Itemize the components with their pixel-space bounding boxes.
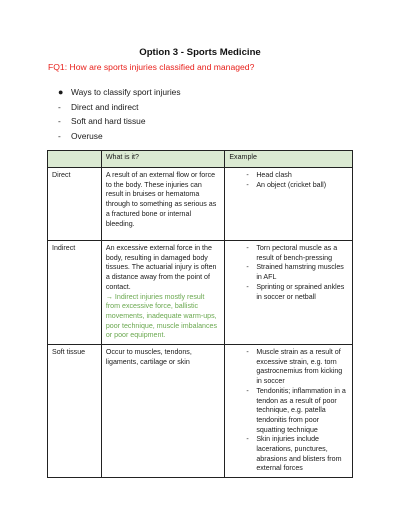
note-text: → Indirect injuries mostly result from excessive force, ballistic movements, inadequate warm-ups, poor technique, muscle imbalances or poor equipment. [105,292,218,340]
row-label: Direct [48,168,102,241]
bullet-text: Soft and hard tissue [71,116,146,127]
example-list [229,244,348,302]
description-text: An excessive external force in the body, resulting in damaged body tissues. The actuarial injury is often a distance away from the point of contact. [105,244,217,291]
example-item: - Muscle strain as a result of excessive strain, e.g. torn gastrocnemius from kicking in soccer [246,348,348,387]
row-label: Soft tissue [48,345,102,478]
row-label: Indirect [48,241,102,345]
description-cell [101,168,224,241]
dash-icon: - [58,101,61,112]
description-text: A result of an external flow or force to the body. These injuries can result in bruises or hematoma through to something as serious as a fractured bone or internal bleeding. [105,171,217,228]
example-item: - Strained hamstring muscles in AFL [246,263,348,282]
examples-cell [225,168,353,241]
header-cell-what: What is it? [101,151,224,168]
dash-icon: - [58,130,61,141]
bullet-text: Overuse [71,130,103,141]
example-item: - Sprinting or sprained ankles in soccer or netball [246,283,348,302]
table-header-row [48,151,353,168]
example-item: - Head clash [246,171,348,181]
table-row [48,345,353,478]
example-item: - An object (cricket ball) [246,181,348,191]
bullet-list [58,85,181,143]
bullet-text: Direct and indirect [71,101,139,112]
bullet-text: Ways to classify sport injuries [71,87,181,97]
example-item: - Skin injuries include lacerations, punctures, abrasions and blisters from external forces [246,435,348,474]
page-title: Option 3 - Sports Medicine [139,47,261,58]
bullet-item-sub [58,129,181,144]
header-cell-example: Example [225,151,353,168]
description-cell [101,345,224,478]
focus-question: FQ1: How are sports injuries classified and managed? [48,62,255,72]
dash-icon: - [58,116,61,127]
example-list [229,348,348,474]
examples-cell [225,241,353,345]
description-text: Occur to muscles, tendons, ligaments, cartilage or skin [105,348,192,366]
description-cell [101,241,224,345]
bullet-item-main [58,85,181,100]
examples-cell [225,345,353,478]
example-item: - Tendonitis; inflammation in a tendon as a result of poor technique, e.g. patella tendonitis from poor squatting technique [246,387,348,436]
injury-table [47,150,353,478]
bullet-dot-icon: ● [58,87,64,97]
header-cell-blank [48,151,102,168]
example-list [229,171,348,190]
table-row [48,241,353,345]
example-item: - Torn pectoral muscle as a result of bench-pressing [246,244,348,263]
bullet-item-sub [58,100,181,115]
bullet-item-sub [58,114,181,129]
table-row [48,168,353,241]
